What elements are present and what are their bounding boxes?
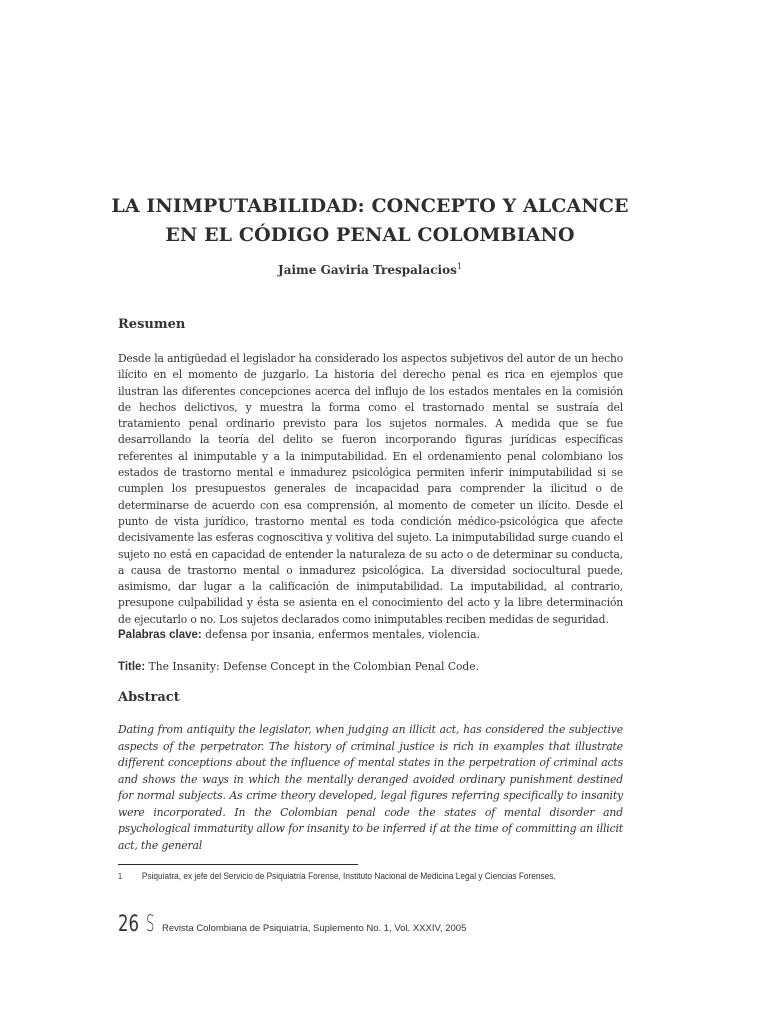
keywords-line [118, 628, 623, 641]
english-title-value: The Insanity: Defense Concept in the Colombian Penal Code. [148, 660, 479, 673]
page-number-suffix: S [146, 912, 155, 937]
author-footnote-mark: 1 [456, 262, 462, 271]
footnote [118, 871, 633, 881]
footnote-number: 1 [118, 872, 123, 881]
footnote-divider [118, 864, 358, 865]
abstract-heading: Abstract [118, 690, 180, 705]
resumen-heading: Resumen [118, 317, 186, 332]
keywords-value: defensa por insania, enfermos mentales, violencia. [205, 628, 480, 641]
author-name: Jaime Gaviria Trespalacios [278, 263, 457, 277]
author-line [60, 262, 680, 277]
article-title-line-2: EN EL CÓDIGO PENAL COLOMBIANO [165, 224, 575, 246]
page-number: 26 [118, 912, 139, 937]
resumen-text: Desde la antigüedad el legislador ha considerado los aspectos subjetivos del autor de un hecho ilícito en el momento de juzgarlo. La historia del derecho penal es rica en ejemplos que ilustran las diferentes concepciones acerca del influjo de los estados mentales en la comisión de hechos delictivos, y muestra la forma como el trastornado mental se sustraía del tratamiento penal ordinario previsto para los sujetos normales. A medida que se fue desarrollando la teoría del delito se fueron incorporando figuras jurídicas específicas referentes al inimputable y a la inimputabilidad. En el ordenamiento penal colombiano los estados de trastorno mental e inmadurez psicológica permiten inferir inimputabilidad si se cumplen los presupuestos generales de incapacidad para comprender la ilicitud o de determinarse de acuerdo con esa comprensión, al momento de cometer un ilícito. Desde el punto de vista jurídico, trastorno mental es toda condición médico-psicológica que afecte decisivamente las esferas cognoscitiva y volitiva del sujeto. La inimputabilidad surge cuando el sujeto no está en capacidad de entender la naturaleza de su acto o de determinar su conducta, a causa de trastorno mental o inmadurez psicológica. La diversidad sociocultural puede, asimismo, dar lugar a la calificación de inimputabilidad. La imputabilidad, al contrario, presupone culpabilidad y ésta se asienta en el conocimiento del acto y la libre determinación de ejecutarlo o no. Los sujetos declarados como inimputables reciben medidas de seguridad. [118, 352, 623, 626]
english-title-line [118, 660, 623, 673]
article-title-line-1: LA INIMPUTABILIDAD: CONCEPTO Y ALCANCE [111, 195, 629, 217]
abstract-text: Dating from antiquity the legislator, when judging an illicit act, has considered the subjective aspects of the perpetrator. The history of criminal justice is rich in examples that illustrate different conceptions about the influence of mental states in the perpetration of criminal acts and shows the ways in which the mentally deranged avoided ordinary punishment destined for normal subjects. As crime theory developed, legal figures referring specifically to insanity were incorporated. In the Colombian penal code the states of mental disorder and psychological immaturity allow for insanity to be inferred if at the time of committing an illicit act, the general [118, 723, 623, 852]
journal-citation: Revista Colombiana de Psiquiatría, Suplemento No. 1, Vol. XXXIV, 2005 [162, 923, 467, 934]
english-title-label: Title: [118, 661, 146, 673]
page-footer [118, 912, 678, 937]
footnote-text: Psiquiatra, ex jefe del Servicio de Psiquiatría Forense, Instituto Nacional de Medicina Legal y Ciencias Forenses. [141, 871, 556, 881]
keywords-label: Palabras clave: [118, 629, 202, 641]
article-title [60, 192, 680, 250]
